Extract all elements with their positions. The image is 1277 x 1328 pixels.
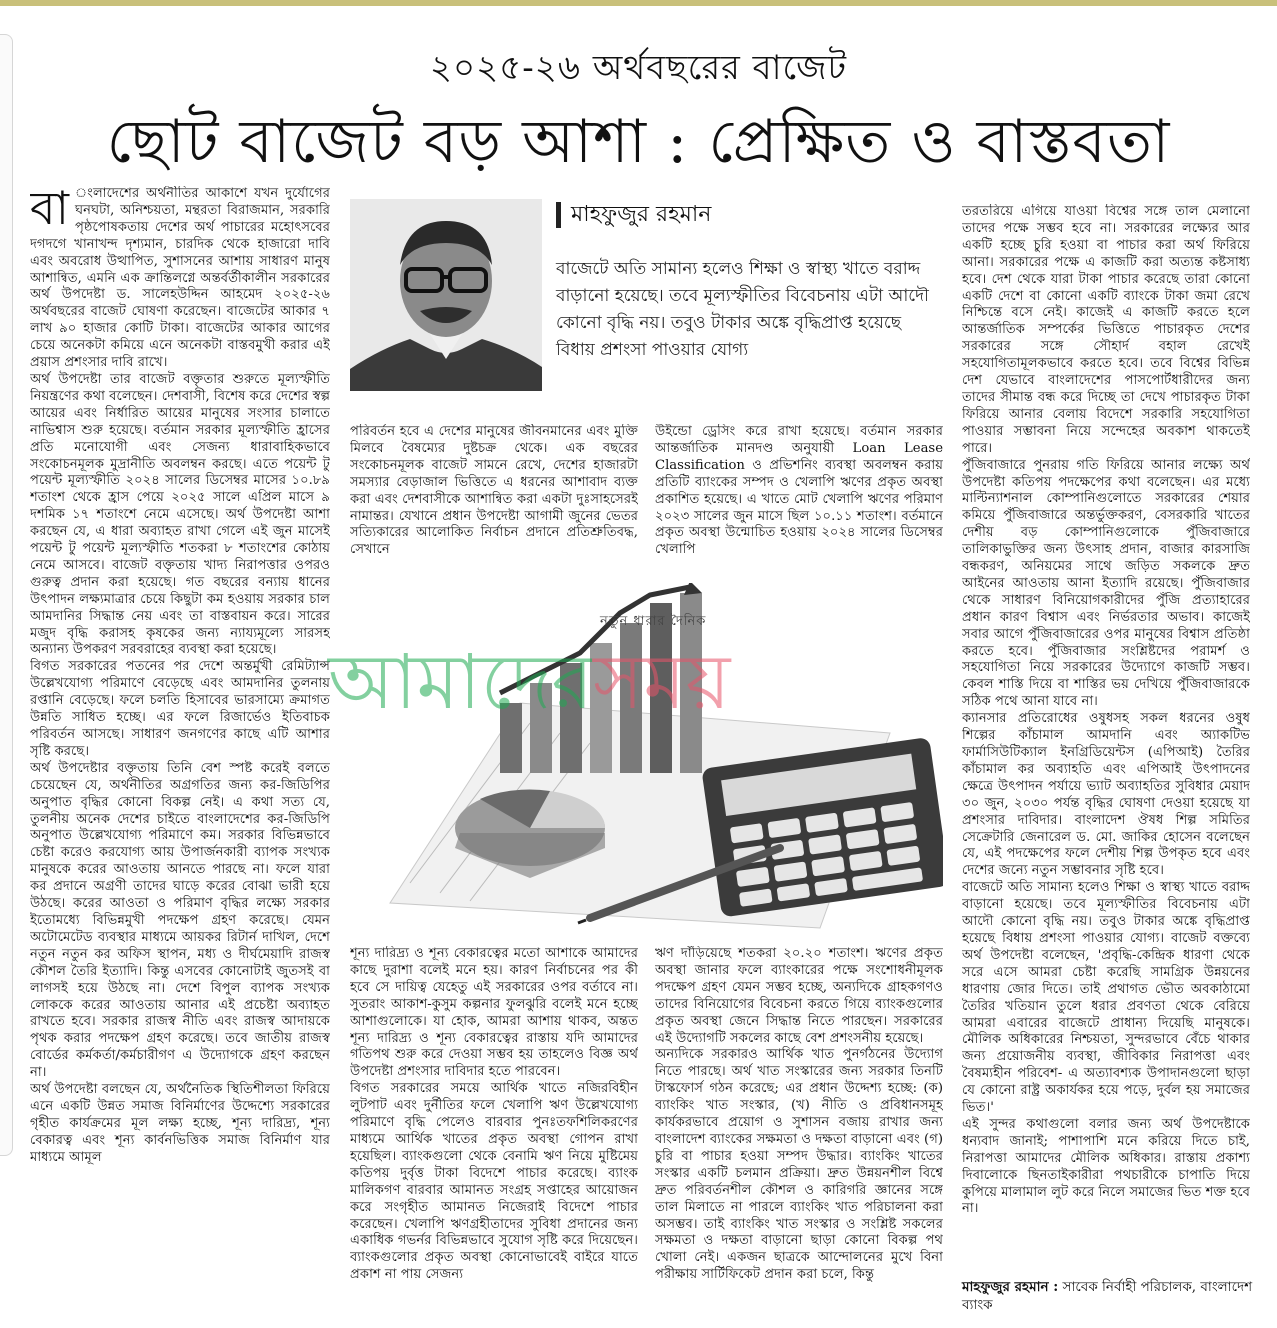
author-photo — [350, 199, 542, 391]
column-4 — [962, 204, 1250, 1266]
column-3-lower — [655, 946, 943, 1321]
column-2-upper — [350, 424, 638, 574]
paragraph: অন্যদিকে সরকারও আর্থিক খাত পুনর্গঠনের উদ্যোগ নিতে পারছে। অর্থ খাত সংস্কারের জন্য সরকার তিনটি টাস্কফোর্স গঠন করেছে; এর প্রধান উদ্দেশ্য হচ্ছে: (ক) ব্যাংকিং খাত সংস্কার, (খ) নীতি ও প্রবিধানসমূহ কার্যকরভাবে প্রয়োগ ও সুশাসন বজায় রাখার জন্য বাংলাদেশ ব্যাংকের সক্ষমতা ও দক্ষতা বাড়ানো এবং (গ) চুরি বা পাচার হওয়া সম্পদ উদ্ধার। ব্যাংকিং খাতের সংস্কার একটি চলমান প্রক্রিয়া। দ্রুত উন্নয়নশীল বিশ্বে দ্রুত পরিবর্তনশীল কৌশল ও কারিগরি জ্ঞানের সঙ্গে তাল মিলাতে না পারলে ব্যাংকিং খাত পরিচালনা করা অসম্ভব। তাই ব্যাংকিং খাত সংস্কার ও সংশ্লিষ্ট সকলের সক্ষমতা ও দক্ষতা বাড়ানো ছাড়া কোনো বিকল্প পথ খোলা নেই। একজন ছাত্রকে আন্দোলনের মুখে বিনা পরীক্ষায় সার্টিফিকেট প্রদান করা চলে, কিন্তু — [655, 1047, 943, 1283]
paragraph: উইন্ডো ড্রেসিং করে রাখা হয়েছে। বর্তমান সরকার আন্তর্জাতিক মানদণ্ড অনুযায়ী Loan Lease Classification ও প্রভিশনিং ব্যবস্থা অবলম্বন করায় প্রতিটি ব্যাংকের সম্পদ ও খেলাপি ঋণের প্রকৃত অবস্থা প্রকাশিত হয়েছে। এ খাতে মোট খেলাপি ঋণের পরিমাণ ২০২৩ সালের জুন মাসে ছিল ১০.১১ শতাংশ। বর্তমানে প্রকৃত অবস্থা উন্মোচিত হওয়ায় ২০২৪ সালের ডিসেম্বর খেলাপি — [655, 424, 943, 558]
paragraph: পুঁজিবাজারে পুনরায় গতি ফিরিয়ে আনার লক্ষ্যে অর্থ উপদেষ্টা কতিপয় পদক্ষেপের কথা বলেছেন। এর মধ্যে মাল্টিন্যাশনাল কোম্পানিগুলোতে সরকারের শেয়ার কমিয়ে পুঁজিবাজারে অন্তর্ভুক্তকরণ, বেসরকারি খাতের দেশীয় বড় কোম্পানিগুলোকে পুঁজিবাজারে তালিকাভুক্তির জন্য উৎসাহ প্রদান, বাজার কারসাজি বন্ধকরণ, অনিয়মের সাথে জড়িত সকলকে দ্রুত আইনের আওতায় আনা ইত্যাদি রয়েছে। পুঁজিবাজার থেকে সাধারণ বিনিয়োগকারীদের পুঁজি প্রত্যাহারের প্রধান কারণ বিশ্বাস এবং নির্ভরতার অভাব। কাজেই সবার আগে পুঁজিবাজারের ওপর মানুষের বিশ্বাস প্রতিষ্ঠা করতে হবে। পুঁজিবাজার সংশ্লিষ্টদের পরামর্শ ও সহযোগিতা নিয়ে সরকারের উদ্যোগে কাজটি সম্ভব। কেবল শাস্তি দিয়ে বা শাস্তির ভয় দেখিয়ে পুঁজিবাজারকে সঠিক পথে আনা যাবে না। — [962, 457, 1250, 710]
calculator-chart-illustration — [350, 583, 943, 933]
paragraph: বিগত সরকারের সময়ে আর্থিক খাতে নজিরবিহীন লুটপাট এবং দুর্নীতির ফলে খেলাপি ঋণ উল্লেখযোগ্য পরিমাণে বৃদ্ধি পেলেও বারবার পুনঃতফশিলিকরণের মাধ্যমে আর্থিক খাতের প্রকৃত অবস্থা গোপন রাখা হয়েছিল। ব্যাংকগুলো থেকে বেনামি ঋণ নিয়ে মুষ্টিমেয় কতিপয় দুর্বৃত্ত টাকা বিদেশে পাচার করেছে। ব্যাংক মালিকগণ বারবার আমানত সংগ্রহ সপ্তাহের আয়োজন করে সংগৃহীত আমানত নিজেরাই বিদেশে পাচার করেছেন। খেলাপি ঋণগ্রহীতাদের সুবিধা প্রদানের জন্য একাধিক গভর্নর বিভিন্নভাবে সুযোগ সৃষ্টি করে দিয়েছেন। ব্যাংকগুলোর প্রকৃত অবস্থা কোনোভাবেই বাইরে যাতে প্রকাশ না পায় সেজন্য — [350, 1081, 638, 1283]
lead-text: ংলাদেশের অর্থনীতির আকাশে যখন দুর্যোগের ঘনঘটা, অনিশ্চয়তা, মন্থরতা বিরাজমান, সরকারি পৃষ্ঠপোষকতায় দেশের অর্থ পাচারের মহোৎসবের দগদগে খানাখন্দ দৃশ্যমান, চারদিক থেকে হাজারো দাবি এবং অবরোধ উত্থাপিত, সুশাসনের আশায় সাধারণ মানুষ আশান্বিত, এমনি এক ক্রান্তিলগ্নে অন্তর্বর্তীকালীন সরকারের অর্থ উপদেষ্টা ড. সালেহউদ্দিন আহমেদ ২০২৫-২৬ অর্থবছরের বাজেট ঘোষণা করেছেন। বাজেটের আকার ৭ লাখ ৯০ হাজার কোটি টাকা। বাজেটের আকার আগের চেয়ে অনেকটা কমিয়ে এনে অনেকটা বাস্তবমুখী করার এই প্রয়াস প্রশংসার দাবি রাখে। — [30, 186, 330, 371]
paragraph: তরতরিয়ে এগিয়ে যাওয়া বিশ্বের সঙ্গে তাল মেলানো তাদের পক্ষে সম্ভব হবে না। সরকারের লক্ষ্যের আর একটি হচ্ছে চুরি হওয়া বা পাচার করা অর্থ ফিরিয়ে আনা। সরকারের পক্ষে এ কাজটি করা অত্যন্ত কষ্টসাধ্য হবে। দেশ থেকে যারা টাকা পাচার করেছে তারা কোনো একটি দেশে বা কোনো একটি ব্যাংকে টাকা জমা রেখে নিশ্চিন্তে বসে নেই। কাজেই এ কাজটি করতে হলে আন্তর্জাতিক সম্পর্কের ভিত্তিতে পাচারকৃত দেশের সরকারের সঙ্গে সৌহার্দ বহাল রেখেই সহযোগিতামূলকভাবে করতে হবে। তবে বিশ্বের বিভিন্ন দেশ যেভাবে বাংলাদেশের পাসপোর্টধারীদের জন্য তাদের সীমান্ত বন্ধ করে দিচ্ছে তা দেখে পাচারকৃত টাকা ফিরিয়ে আনার বেলায় বিদেশে সরকারি সহযোগিতা পাওয়ার সম্ভাবনা নিয়ে সন্দেহের অবকাশ থাকতেই পারে। — [962, 204, 1250, 456]
paragraph: অর্থ উপদেষ্টা বলছেন যে, অর্থনৈতিক স্থিতিশীলতা ফিরিয়ে এনে একটি উন্নত সমাজ বিনির্মাণের উদ্দেশ্যে সরকারের গৃহীত কার্যক্রমের মূল লক্ষ্য হচ্ছে, শূন্য দারিদ্র্য, শূন্য বেকারত্ব এবং শূন্য কার্বনভিত্তিক সমাজ বিনির্মাণ যার মাধ্যমে আমূল — [30, 1082, 330, 1165]
pull-quote: বাজেটে অতি সামান্য হলেও শিক্ষা ও স্বাস্থ্য খাতে বরাদ্দ বাড়ানো হয়েছে। তবে মূল্যস্ফীতির বিবেচনায় এটা আদৌ কোনো বৃদ্ধি নয়। তবুও টাকার অঙ্কে বৃদ্ধিপ্রাপ্ত হয়েছে বিধায় প্রশংসা পাওয়ার যোগ্য — [556, 259, 929, 360]
watermark-logo-part1: আমাদের — [328, 637, 594, 726]
paragraph: অর্থ উপদেষ্টার বক্তৃতায় তিনি বেশ স্পষ্ট করেই বলতে চেয়েছেন যে, অর্থনীতির অগ্রগতির জন্য কর-জিডিপির অনুপাত বৃদ্ধির কোনো বিকল্প নেই। এ কথা সত্য যে, তুলনীয় অনেক দেশের চাইতে বাংলাদেশের কর-জিডিপি অনুপাত উল্লেখযোগ্য পরিমাণে কম। সরকার বিভিন্নভাবে চেষ্টা করেও করযোগ্য আয় উপার্জনকারী ব্যাপক সংখ্যক মানুষকে করের আওতায় আনতে পারছে না। ফলে যারা কর প্রদানে অগ্রণী তাদের ঘাড়ে করের বোঝা ভারী হয়ে উঠছে। করের আওতা ও পরিমাণ বৃদ্ধির লক্ষ্যে সরকার ইতোমধ্যে বিভিন্নমুখী পদক্ষেপ গ্রহণ করেছে। যেমন অটোমেটেড ব্যবস্থার মাধ্যমে আয়কর রিটার্ন দাখিল, দেশে নতুন নতুন কর অফিস স্থাপন, মধ্য ও দীর্ঘমেয়াদি রাজস্ব কৌশল তৈরি ইত্যাদি। কিন্তু এসবের কোনোটাই জুতসই বা লাগসই হয়ে উঠছে না। দেশে বিপুল ব্যাপক সংখ্যক লোককে করের আওতায় আনার এই প্রচেষ্টা অব্যাহত রাখতে হবে। সরকার রাজস্ব নীতি এবং রাজস্ব আদায়কে পৃথক করার পদক্ষেপ গ্রহণ করেছে। তবে জাতীয় রাজস্ব বোর্ডের কর্মকর্তা/কর্মচারীগণ এ উদ্যোগকে গ্রহণ করছেন না। — [30, 760, 330, 1081]
column-2-lower — [350, 946, 638, 1321]
kicker: ২০২৫-২৬ অর্থবছরের বাজেট — [429, 48, 848, 88]
paragraph: বিগত সরকারের পতনের পর দেশে অন্তর্মুখী রেমিট্যান্স উল্লেখযোগ্য পরিমাণে বেড়েছে এবং আমদানির তুলনায় রপ্তানি বেড়েছে। ফলে চলতি হিসাবের ভারসাম্যে ক্রমাগত উন্নতি সাধিত হচ্ছে। এর ফলে রিজার্ভেও ইতিবাচক পরিবর্তন আসছে। সাধারণ জনগণের কাছে এটি আশার সৃষ্টি করছে। — [30, 659, 330, 759]
watermark-tagline: নতুন ধারার দৈনিক — [600, 614, 707, 629]
paragraph: পরিবর্তন হবে এ দেশের মানুষের জীবনমানের এবং মুক্তি মিলবে বৈষম্যের দুষ্টচক্র থেকে। এক বছরের সংকোচনমূলক বাজেট সামনে রেখে, দেশের হাজারটা সমস্যার বেড়াজাল ভিত্তিতে এ ধরনের আশাবাদ ব্যক্ত করা এবং দেশবাসীকে আশান্বিত করা একটা দুঃসাহসেরই নামান্তর। যেখানে প্রধান উপদেষ্টা আগামী জুনের ভেতর সত্যিকারের আলোকিত নির্বাচন প্রদানে প্রতিশ্রুতিবদ্ধ, সেখানে — [350, 424, 638, 558]
footnote-author-role: সাবেক নির্বাহী পরিচালক, বাংলাদেশ ব্যাংক — [962, 1279, 1253, 1313]
left-side-panel — [0, 34, 13, 1156]
top-rule — [0, 0, 1277, 6]
paragraph: ঋণ দাঁড়িয়েছে শতকরা ২০.২০ শতাংশ। ঋণের প্রকৃত অবস্থা জানার ফলে ব্যাংকারের পক্ষে সংশোধনীমূলক পদক্ষেপ গ্রহণ যেমন সম্ভব হচ্ছে, অন্যদিকে গ্রাহকগণও তাদের বিনিয়োগের বিবেচনা করতে গিয়ে ব্যাংকগুলোর প্রকৃত অবস্থা জেনে সিদ্ধান্ত নিতে পারছেন। সরকারের এই উদ্যোগটি সকলের কাছে বেশ প্রশংসনীয় হয়েছে। — [655, 946, 943, 1046]
headline: ছোট বাজেট বড় আশা : প্রেক্ষিত ও বাস্তবতা — [106, 107, 1171, 177]
paragraph: এই সুন্দর কথাগুলো বলার জন্য অর্থ উপদেষ্টাকে ধন্যবাদ জানাই; পাশাপাশি মনে করিয়ে দিতে চাই, নিরাপত্তা আমাদের মৌলিক অধিকার। রাস্তায় প্রকাশ্য দিবালোকে ছিনতাইকারীরা পথচারীকে চাপাতি দিয়ে কুপিয়ে মালামাল লুট করে নিলে সমাজের ভিত শক্ত হবে না। — [962, 1116, 1250, 1217]
paragraph: ক্যানসার প্রতিরোধের ওষুধসহ সকল ধরনের ওষুধ শিল্পের কাঁচামাল আমদানি এবং অ্যাকটিভ ফার্মাসিউটিক্যাল ইনগ্রিডিয়েন্টস (এপিআই) তৈরির কাঁচামাল কর অব্যাহতি এবং এপিআই উৎপাদনের ক্ষেত্রে উৎপাদন পর্যায়ে ভ্যাট অব্যাহতির সুবিধার মেয়াদ ৩০ জুন, ২০৩০ পর্যন্ত বৃদ্ধির ঘোষণা দেওয়া হয়েছে যা প্রশংসার দাবিদার। বাংলাদেশ ঔষধ শিল্প সমিতির সেক্রেটারি জেনারেল ড. মো. জাকির হোসেন বলেছেন যে, এই পদক্ষেপের ফলে দেশীয় শিল্প উপকৃত হবে এবং দেশের জন্যে নতুন সম্ভাবনার সৃষ্টি হবে। — [962, 711, 1250, 879]
watermark-logo-part2: সময় — [593, 637, 731, 726]
drop-cap: বা — [30, 186, 69, 235]
budget-illustration — [350, 583, 943, 933]
author-byline: মাহফুজুর রহমান — [556, 202, 711, 228]
author-footnote — [962, 1278, 1262, 1314]
column-3-upper — [655, 424, 943, 574]
column-1 — [30, 186, 330, 1321]
footnote-author-name: মাহফুজুর রহমান : — [962, 1279, 1059, 1295]
paragraph: শূন্য দারিদ্র্য ও শূন্য বেকারত্বের মতো আশাকে আমাদের কাছে দুরাশা বলেই মনে হয়। কারণ নির্বাচনের পর কী হবে সে দায়িত্ব যেহেতু এই সরকারের ওপর বর্তাবে না। সুতরাং আকাশ-কুসুম কল্পনার ফুলঝুরি বলেই মনে হচ্ছে আশাগুলোকে। যা হোক, আমরা আশায় থাকব, অন্তত শূন্য দারিদ্র্য ও শূন্য বেকারত্বের রাস্তায় যদি আমাদের গতিপথ শুরু করে দেওয়া সম্ভব হয় তাহলেও বিজ্ঞ অর্থ উপদেষ্টা প্রশংসার দাবিদার হতে পারবেন। — [350, 946, 638, 1080]
paragraph: বাজেটে অতি সামান্য হলেও শিক্ষা ও স্বাস্থ্য খাতে বরাদ্দ বাড়ানো হয়েছে। তবে মূল্যস্ফীতির বিবেচনায় এটা আদৌ কোনো বৃদ্ধি নয়। তবুও টাকার অঙ্কে বৃদ্ধিপ্রাপ্ত হয়েছে বিধায় প্রশংসা পাওয়ার যোগ্য। বাজেট বক্তব্যে অর্থ উপদেষ্টা বলেছেন, 'প্রবৃদ্ধি-কেন্দ্রিক ধারণা থেকে সরে এসে আমরা চেষ্টা করেছি সামগ্রিক উন্নয়নের ধারণায় জোর দিতে। তাই প্রথাগত ভৌত অবকাঠামো তৈরির খতিয়ান তুলে ধরার প্রবণতা থেকে বেরিয়ে আমরা এবারের বাজেটে প্রাধান্য দিয়েছি মানুষকে। মৌলিক অধিকারের নিশ্চয়তা, সুন্দরভাবে বেঁচে থাকার জন্য প্রয়োজনীয় ব্যবস্থা, জীবিকার নিরাপত্তা এবং বৈষম্যহীন পরিবেশ- এ অত্যাবশ্যক উপাদানগুলো ছাড়া যে কোনো রাষ্ট্র অকার্যকর হয়ে পড়ে, দুর্বল হয় সমাজের ভিত।' — [962, 880, 1250, 1116]
lead-paragraph — [30, 186, 330, 372]
author-portrait-image — [350, 199, 542, 391]
paragraph: অর্থ উপদেষ্টা তার বাজেট বক্তৃতার শুরুতে মূল্যস্ফীতি নিয়ন্ত্রণের কথা বলেছেন। দেশবাসী, বিশেষ করে দেশের স্বল্প আয়ের এবং নির্ধারিত আয়ের মানুষের সংসার চালাতে নাভিশ্বাস শুরু হয়েছে। বর্তমান সরকার মূল্যস্ফীতি হ্রাসের প্রতি মনোযোগী এবং সেজন্য ধারাবাহিকভাবে সংকোচনমূলক মুদ্রানীতি অবলম্বন করছে। এতে পয়েন্ট টু পয়েন্ট মূল্যস্ফীতি ২০২৪ সালের ডিসেম্বর মাসের ১০.৮৯ শতাংশ থেকে হ্রাস পেয়ে ২০২৫ সালে এপ্রিল মাসে ৯ দশমিক ১৭ শতাংশে নেমে এসেছে। অর্থ উপদেষ্টা আশা করছেন যে, এ ধারা অব্যাহত রাখা গেলে এই জুন মাসেই পয়েন্ট টু পয়েন্ট মূল্যস্ফীতি শতকরা ৮ শতাংশের কোঠায় নেমে আসবে। বাজেট বক্তৃতায় খাদ্য নিরাপত্তার ওপরও গুরুত্ব প্রদান করা হয়েছে। গত বছরের বন্যায় ধানের উৎপাদন লক্ষ্যমাত্রার চেয়ে কিছুটা কম হওয়ায় সরকার চাল আমদানির সিদ্ধান্ত নেয় এবং তা বাস্তবায়ন করে। সারের মজুদ বৃদ্ধি করাসহ কৃষকের জন্য ন্যায্যমূল্যে সারসহ অন্যান্য উপকরণ সরবরাহের ব্যবস্থা করা হয়েছে। — [30, 371, 330, 658]
